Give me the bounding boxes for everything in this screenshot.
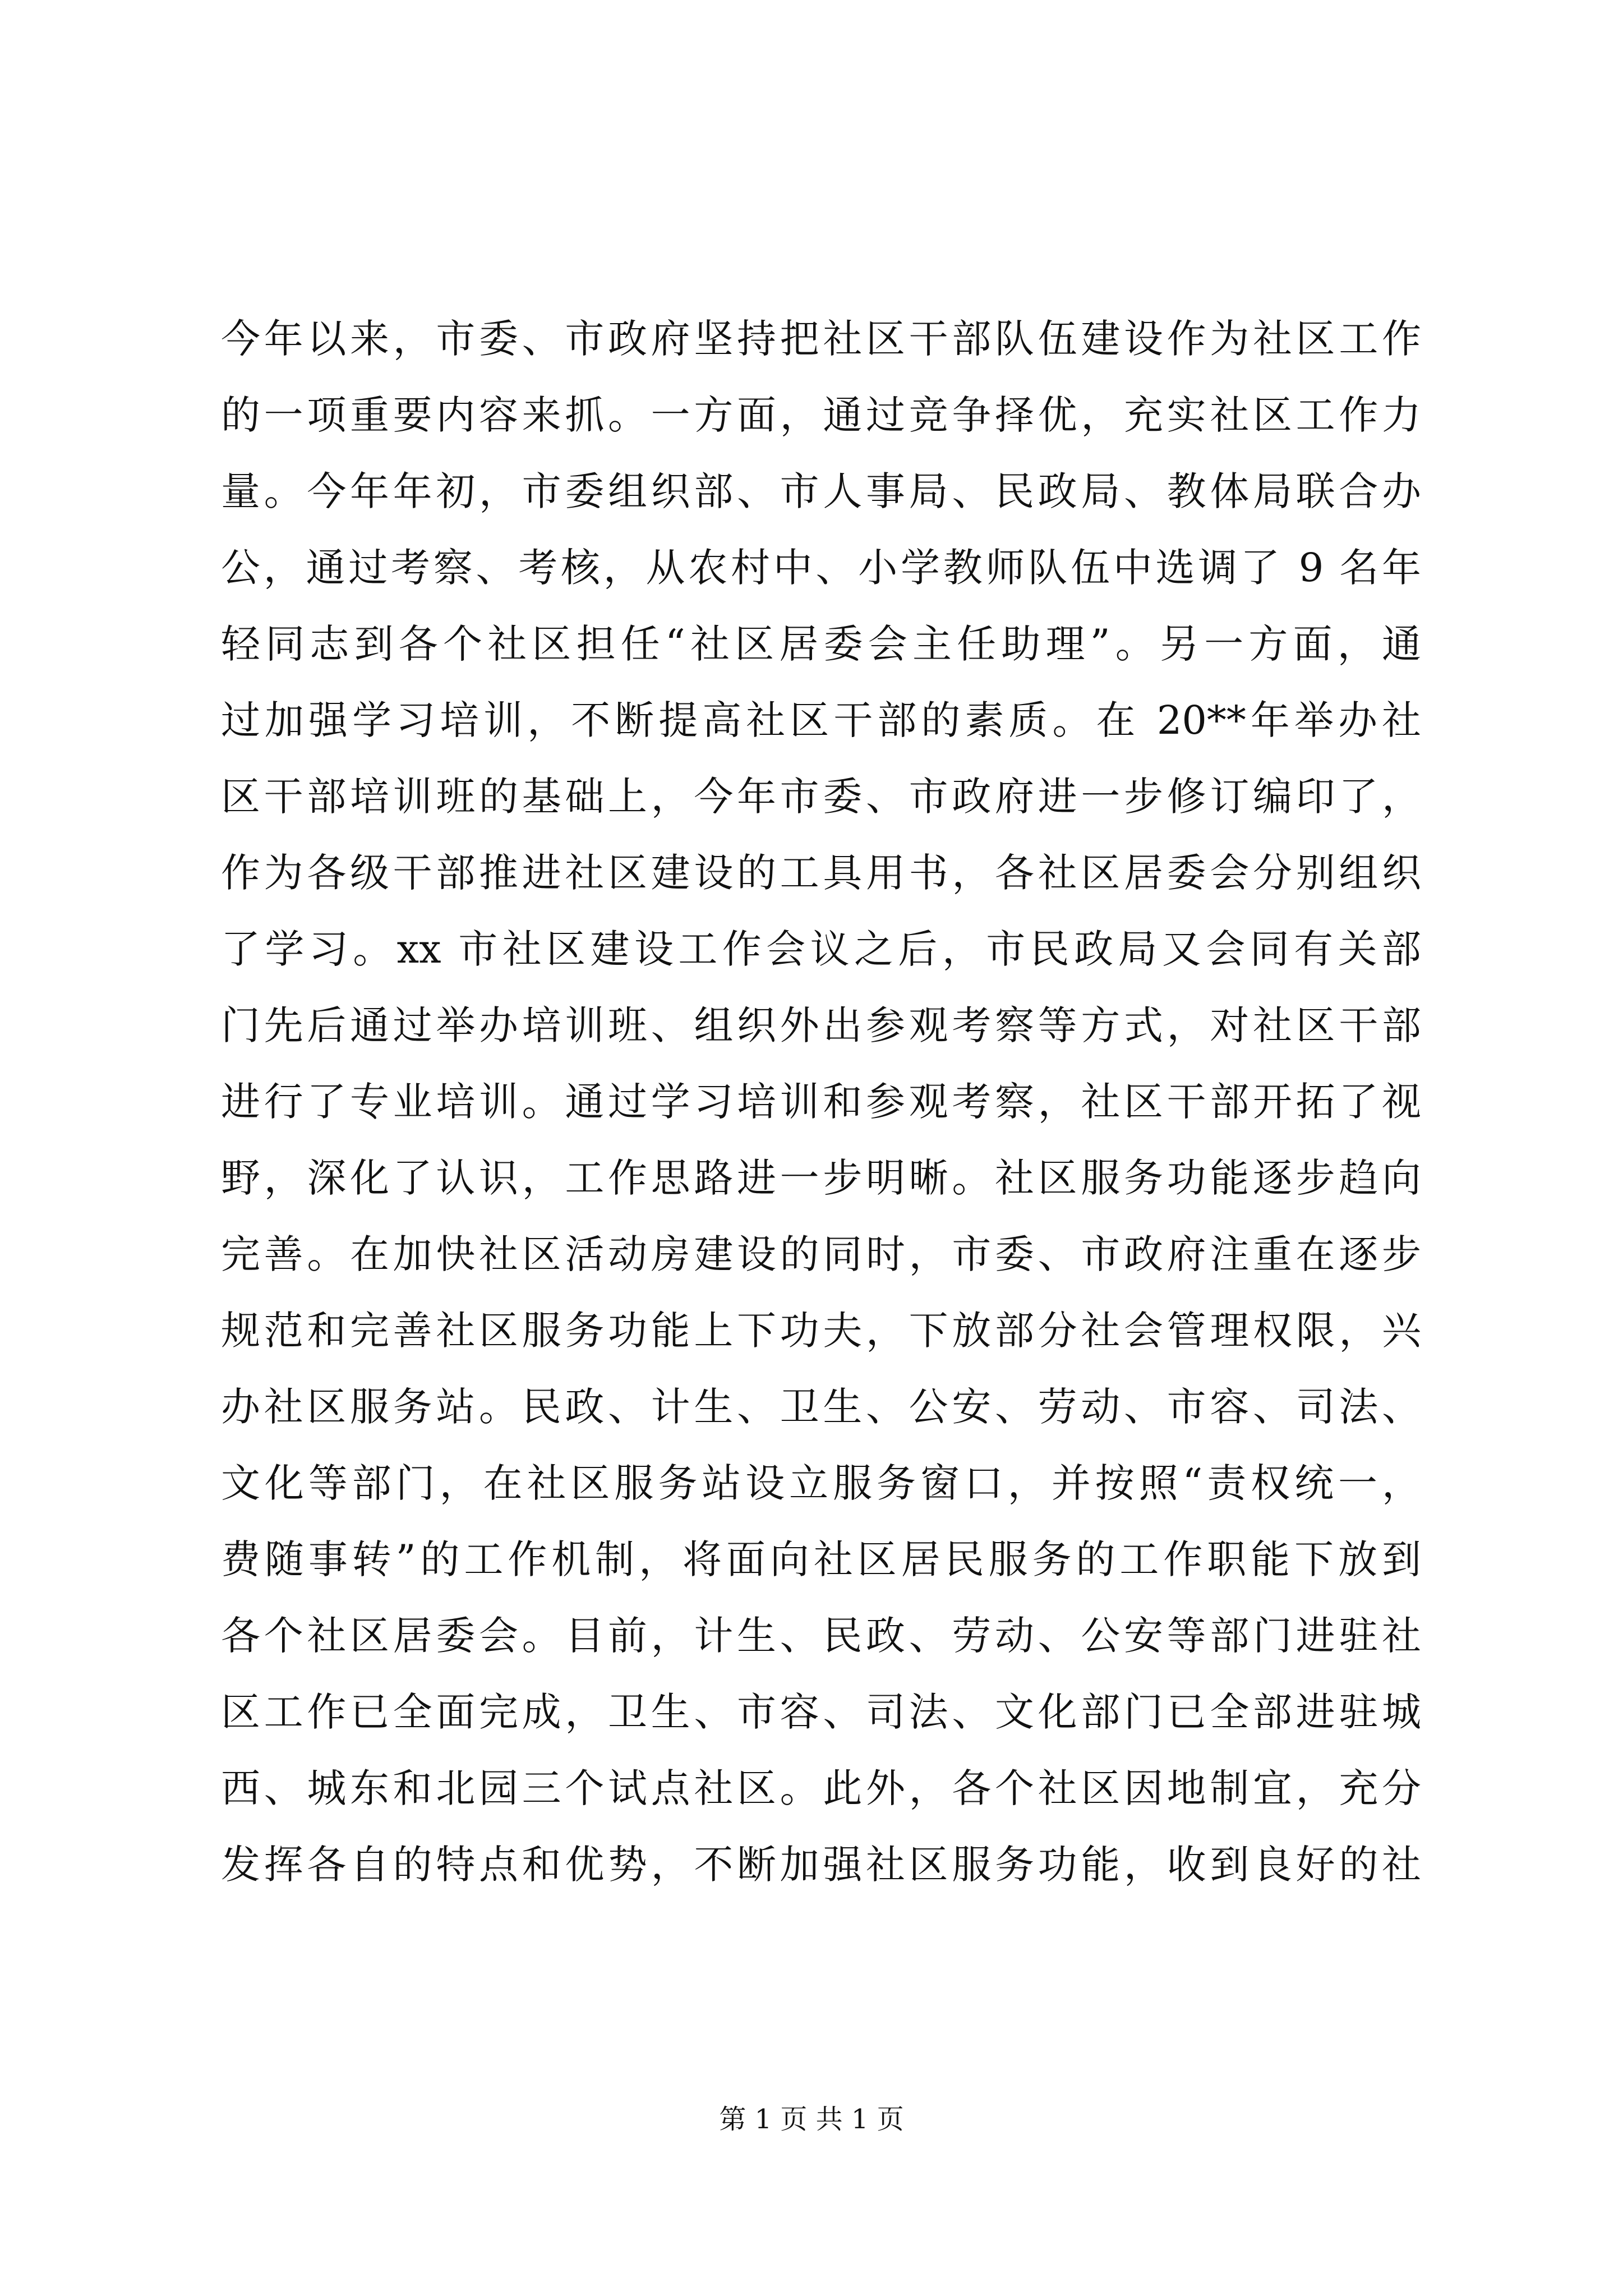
text-line: 公，通过考察、考核，从农村中、小学教师队伍中选调了 9 名年 [221, 545, 1421, 591]
text-line: 各个社区居委会。目前，计生、民政、劳动、公安等部门进驻社 [221, 1613, 1421, 1659]
text-line: 的一项重要内容来抓。一方面，通过竞争择优，充实社区工作力 [221, 392, 1421, 438]
text-line: 过加强学习培训，不断提高社区干部的素质。在 20**年举办社 [221, 697, 1421, 743]
text-line: 进行了专业培训。通过学习培训和参观考察，社区干部开拓了视 [221, 1079, 1421, 1125]
text-line: 区工作已全面完成，卫生、市容、司法、文化部门已全部进驻城 [221, 1689, 1421, 1735]
text-line: 区干部培训班的基础上，今年市委、市政府进一步修订编印了， [221, 774, 1421, 820]
text-line: 轻同志到各个社区担任“社区居委会主任助理”。另一方面，通 [221, 621, 1421, 667]
text-line: 发挥各自的特点和优势，不断加强社区服务功能，收到良好的社 [221, 1842, 1421, 1888]
text-line: 费随事转”的工作机制，将面向社区居民服务的工作职能下放到 [221, 1536, 1421, 1582]
page-footer [0, 2102, 1623, 2136]
text-line: 文化等部门，在社区服务站设立服务窗口，并按照“责权统一， [221, 1460, 1421, 1506]
text-line: 规范和完善社区服务功能上下功夫，下放部分社会管理权限，兴 [221, 1308, 1421, 1354]
body-paragraph [221, 301, 1421, 1903]
text-line: 量。今年年初，市委组织部、市人事局、民政局、教体局联合办 [221, 468, 1421, 514]
text-line: 办社区服务站。民政、计生、卫生、公安、劳动、市容、司法、 [221, 1384, 1421, 1430]
text-line: 完善。在加快社区活动房建设的同时，市委、市政府注重在逐步 [221, 1231, 1421, 1277]
text-line: 了学习。xx 市社区建设工作会议之后，市民政局又会同有关部 [221, 926, 1421, 972]
text-line: 门先后通过举办培训班、组织外出参观考察等方式，对社区干部 [221, 1002, 1421, 1048]
text-line: 作为各级干部推进社区建设的工具用书，各社区居委会分别组织 [221, 850, 1421, 896]
page-number-label: 第 1 页 共 1 页 [719, 2104, 904, 2135]
text-line: 西、城东和北园三个试点社区。此外，各个社区因地制宜，充分 [221, 1765, 1421, 1811]
text-line: 野，深化了认识，工作思路进一步明晰。社区服务功能逐步趋向 [221, 1155, 1421, 1201]
text-line: 今年以来，市委、市政府坚持把社区干部队伍建设作为社区工作 [221, 316, 1421, 362]
